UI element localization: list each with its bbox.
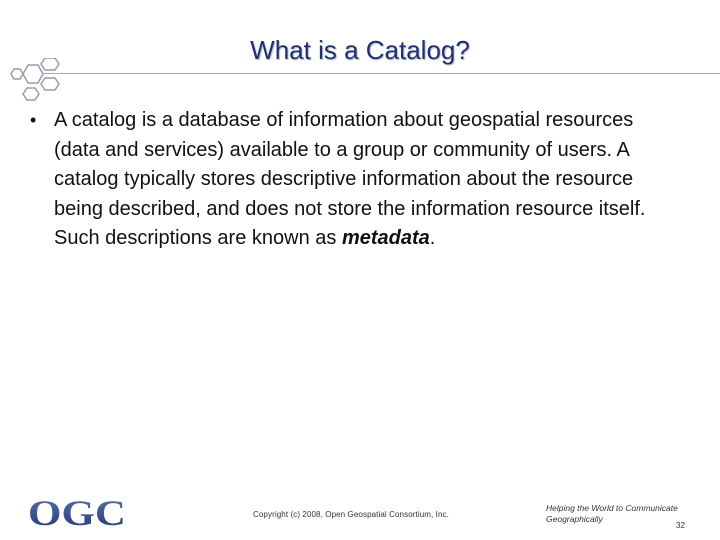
title-rule bbox=[42, 73, 720, 74]
bullet-suffix: . bbox=[429, 227, 436, 249]
bullet-marker: • bbox=[30, 110, 37, 130]
bullet-text: A catalog is a database of information about geospatial resources (data and services) available to a group or community of users. A catalog typically stores descriptive information about the resource being described, and does not store the information resource itself. Such descriptions are known as bbox=[54, 109, 646, 249]
bullet-list bbox=[30, 106, 680, 254]
tagline bbox=[546, 503, 696, 525]
metadata-term: metadata bbox=[341, 227, 430, 249]
tagline-line-2: Geographically bbox=[546, 514, 603, 524]
page-number: 32 bbox=[676, 521, 685, 530]
slide-title: What is a Catalog? bbox=[250, 35, 470, 65]
hexagon-cluster-icon bbox=[10, 58, 60, 102]
tagline-line-1: Helping the World to Communicate bbox=[546, 503, 678, 513]
bullet-item bbox=[30, 106, 680, 254]
copyright-text: Copyright (c) 2008, Open Geospatial Consortium, Inc. bbox=[253, 510, 449, 519]
ogc-logo bbox=[28, 494, 128, 532]
logo-text: OGC bbox=[28, 494, 127, 532]
